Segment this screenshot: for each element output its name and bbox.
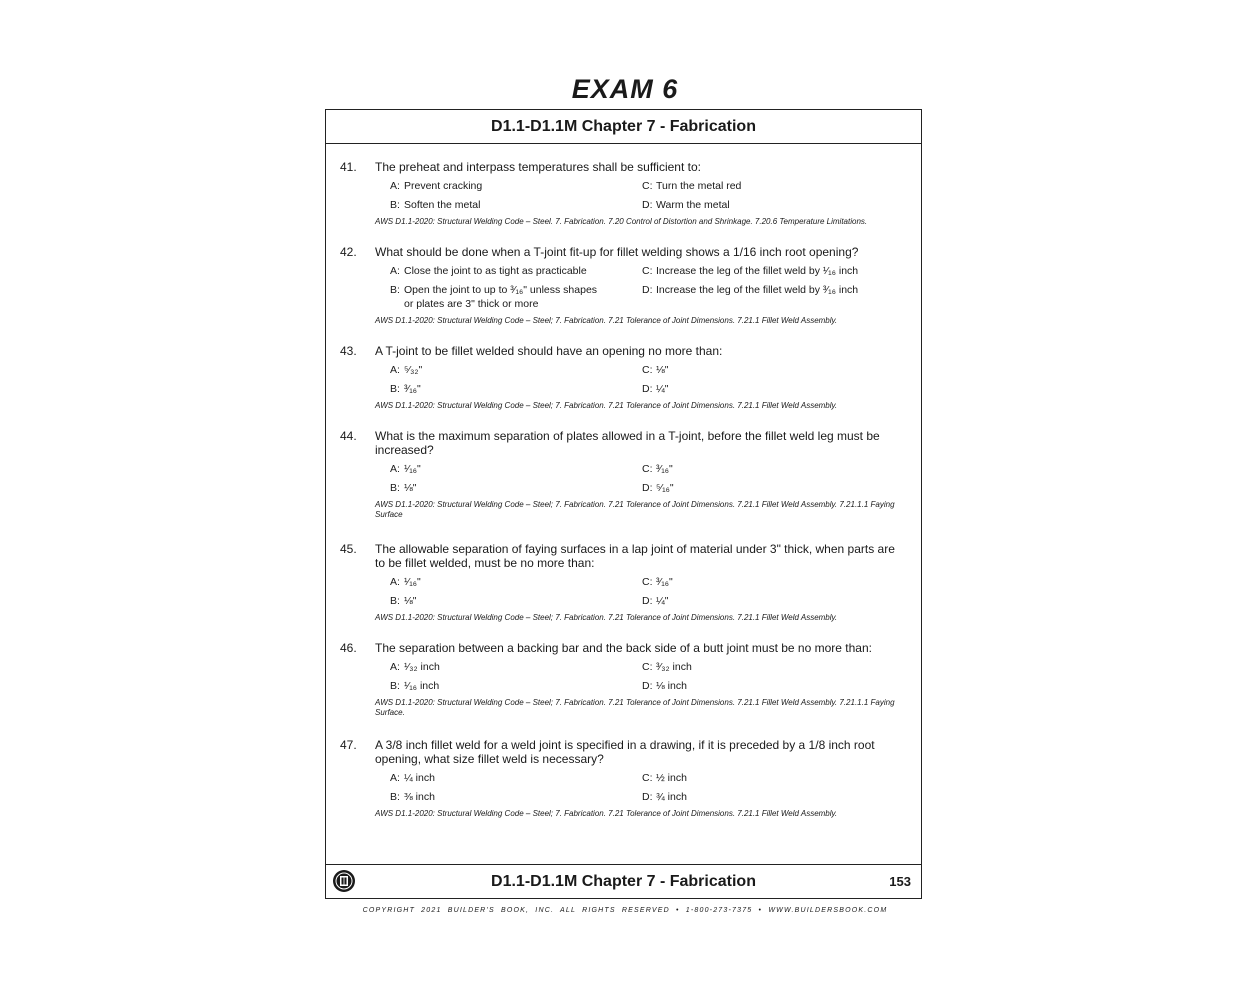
page-number: 153: [889, 874, 911, 889]
option-c: C: Turn the metal red: [642, 180, 742, 192]
question-45: [340, 542, 907, 623]
question-44: [340, 429, 907, 520]
exam-title: EXAM 6: [571, 74, 679, 104]
question-reference: AWS D1.1-2020: Structural Welding Code – Steel; 7. Fabrication. 7.21 Tolerance of Joint Dimensions. 7.21.1 Fillet Weld Assembly.: [375, 613, 838, 622]
option-d: D: Warm the metal: [642, 199, 730, 211]
question-46: [340, 641, 907, 718]
question-47: [340, 738, 907, 819]
option-c: C: Increase the leg of the fillet weld by ¹⁄₁₆ inch: [642, 265, 859, 277]
option-b: B: ¹⁄₁₆ inch: [390, 680, 440, 692]
option-d: D: Increase the leg of the fillet weld by ³⁄₁₆ inch: [642, 284, 859, 296]
option-d: D: ¾ inch: [642, 791, 687, 803]
option-d: D: ¼": [642, 595, 669, 607]
question-42: [340, 245, 907, 326]
question-41: [340, 160, 907, 227]
exam-page: [325, 109, 922, 899]
option-c: C: ³⁄₃₂ inch: [642, 661, 692, 673]
question-list: [326, 158, 921, 864]
question-text: What is the maximum separation of plates allowed in a T-joint, before the fillet weld leg must be increased?: [375, 429, 880, 457]
question-text: A T-joint to be fillet welded should have an opening no more than:: [375, 344, 723, 358]
question-text: The allowable separation of faying surfaces in a lap joint of material under 3" thick, when parts are to be fillet welded, must be no more than:: [375, 542, 895, 570]
option-a: A: Prevent cracking: [390, 180, 483, 192]
question-number: 45.: [340, 542, 357, 556]
footer-chapter-title: D1.1-D1.1M Chapter 7 - Fabrication: [491, 872, 756, 890]
question-number: 46.: [340, 641, 357, 655]
option-a: A: ¹⁄₁₆": [390, 576, 421, 588]
question-number: 41.: [340, 160, 357, 174]
question-reference: AWS D1.1-2020: Structural Welding Code – Steel; 7. Fabrication. 7.21 Tolerance of Joint Dimensions. 7.21.1 Fillet Weld Assembly.: [375, 401, 838, 410]
question-reference: AWS D1.1-2020: Structural Welding Code – Steel; 7. Fabrication. 7.21 Tolerance of Joint Dimensions. 7.21.1 Fillet Weld Assembly. 7.21.1.1 Faying Surface: [375, 500, 895, 519]
option-a: A: ¹⁄₃₂ inch: [390, 661, 440, 673]
option-a: A: Close the joint to as tight as practicable: [390, 265, 587, 277]
chapter-footer: [326, 864, 921, 898]
chapter-header: [326, 110, 921, 144]
option-d: D: ¼": [642, 383, 669, 395]
chapter-title: D1.1-D1.1M Chapter 7 - Fabrication: [491, 117, 756, 135]
question-text: A 3/8 inch fillet weld for a weld joint is specified in a drawing, if it is preceded by a 1/8 inch root opening, what size fillet weld is necessary?: [375, 738, 875, 766]
question-reference: AWS D1.1-2020: Structural Welding Code – Steel; 7. Fabrication. 7.21 Tolerance of Joint Dimensions. 7.21.1 Fillet Weld Assembly.: [375, 809, 838, 818]
option-a: A: ⁵⁄₃₂": [390, 364, 423, 376]
option-d: D: ⁵⁄₁₆": [642, 482, 674, 494]
question-reference: AWS D1.1-2020: Structural Welding Code – Steel; 7. Fabrication. 7.21 Tolerance of Joint Dimensions. 7.21.1 Fillet Weld Assembly. 7.21.1.1 Faying Surface.: [375, 698, 895, 717]
option-c: C: ³⁄₁₆": [642, 463, 673, 475]
question-text: The preheat and interpass temperatures shall be sufficient to:: [375, 160, 701, 174]
option-c: C: ½ inch: [642, 772, 687, 784]
option-d: D: ⅛ inch: [642, 680, 687, 692]
question-reference: AWS D1.1-2020: Structural Welding Code – Steel. 7. Fabrication. 7.20 Control of Distortion and Shrinkage. 7.20.6 Temperature Limitations.: [375, 217, 868, 226]
question-number: 42.: [340, 245, 357, 259]
question-number: 44.: [340, 429, 357, 443]
option-b: B: ⅛": [390, 595, 417, 607]
question-43: [340, 344, 907, 411]
question-number: 47.: [340, 738, 357, 752]
builders-book-seal-icon: [332, 869, 356, 893]
question-reference: AWS D1.1-2020: Structural Welding Code – Steel; 7. Fabrication. 7.21 Tolerance of Joint Dimensions. 7.21.1 Fillet Weld Assembly.: [375, 316, 838, 325]
option-b: B: ⅛": [390, 482, 417, 494]
option-c: C: ³⁄₁₆": [642, 576, 673, 588]
option-a: A: ¹⁄₁₆": [390, 463, 421, 475]
option-b: B: ⅜ inch: [390, 791, 435, 803]
option-b: B: Soften the metal: [390, 199, 481, 211]
question-text: The separation between a backing bar and the back side of a butt joint must be no more than:: [375, 641, 872, 655]
option-b: B: ³⁄₁₆": [390, 383, 421, 395]
copyright-notice: COPYRIGHT 2021 BUILDER'S BOOK, INC. ALL RIGHTS RESERVED • 1-800-273-7375 • WWW.BUILDERSBOOK.COM: [362, 907, 888, 914]
question-text: What should be done when a T-joint fit-up for fillet welding shows a 1/16 inch root opening?: [375, 245, 859, 259]
question-number: 43.: [340, 344, 357, 358]
option-a: A: ¼ inch: [390, 772, 435, 784]
option-b: B: Open the joint to up to ³⁄₁₆" unless shapes or plates are 3" thick or more: [390, 284, 598, 310]
option-c: C: ⅛": [642, 364, 669, 376]
